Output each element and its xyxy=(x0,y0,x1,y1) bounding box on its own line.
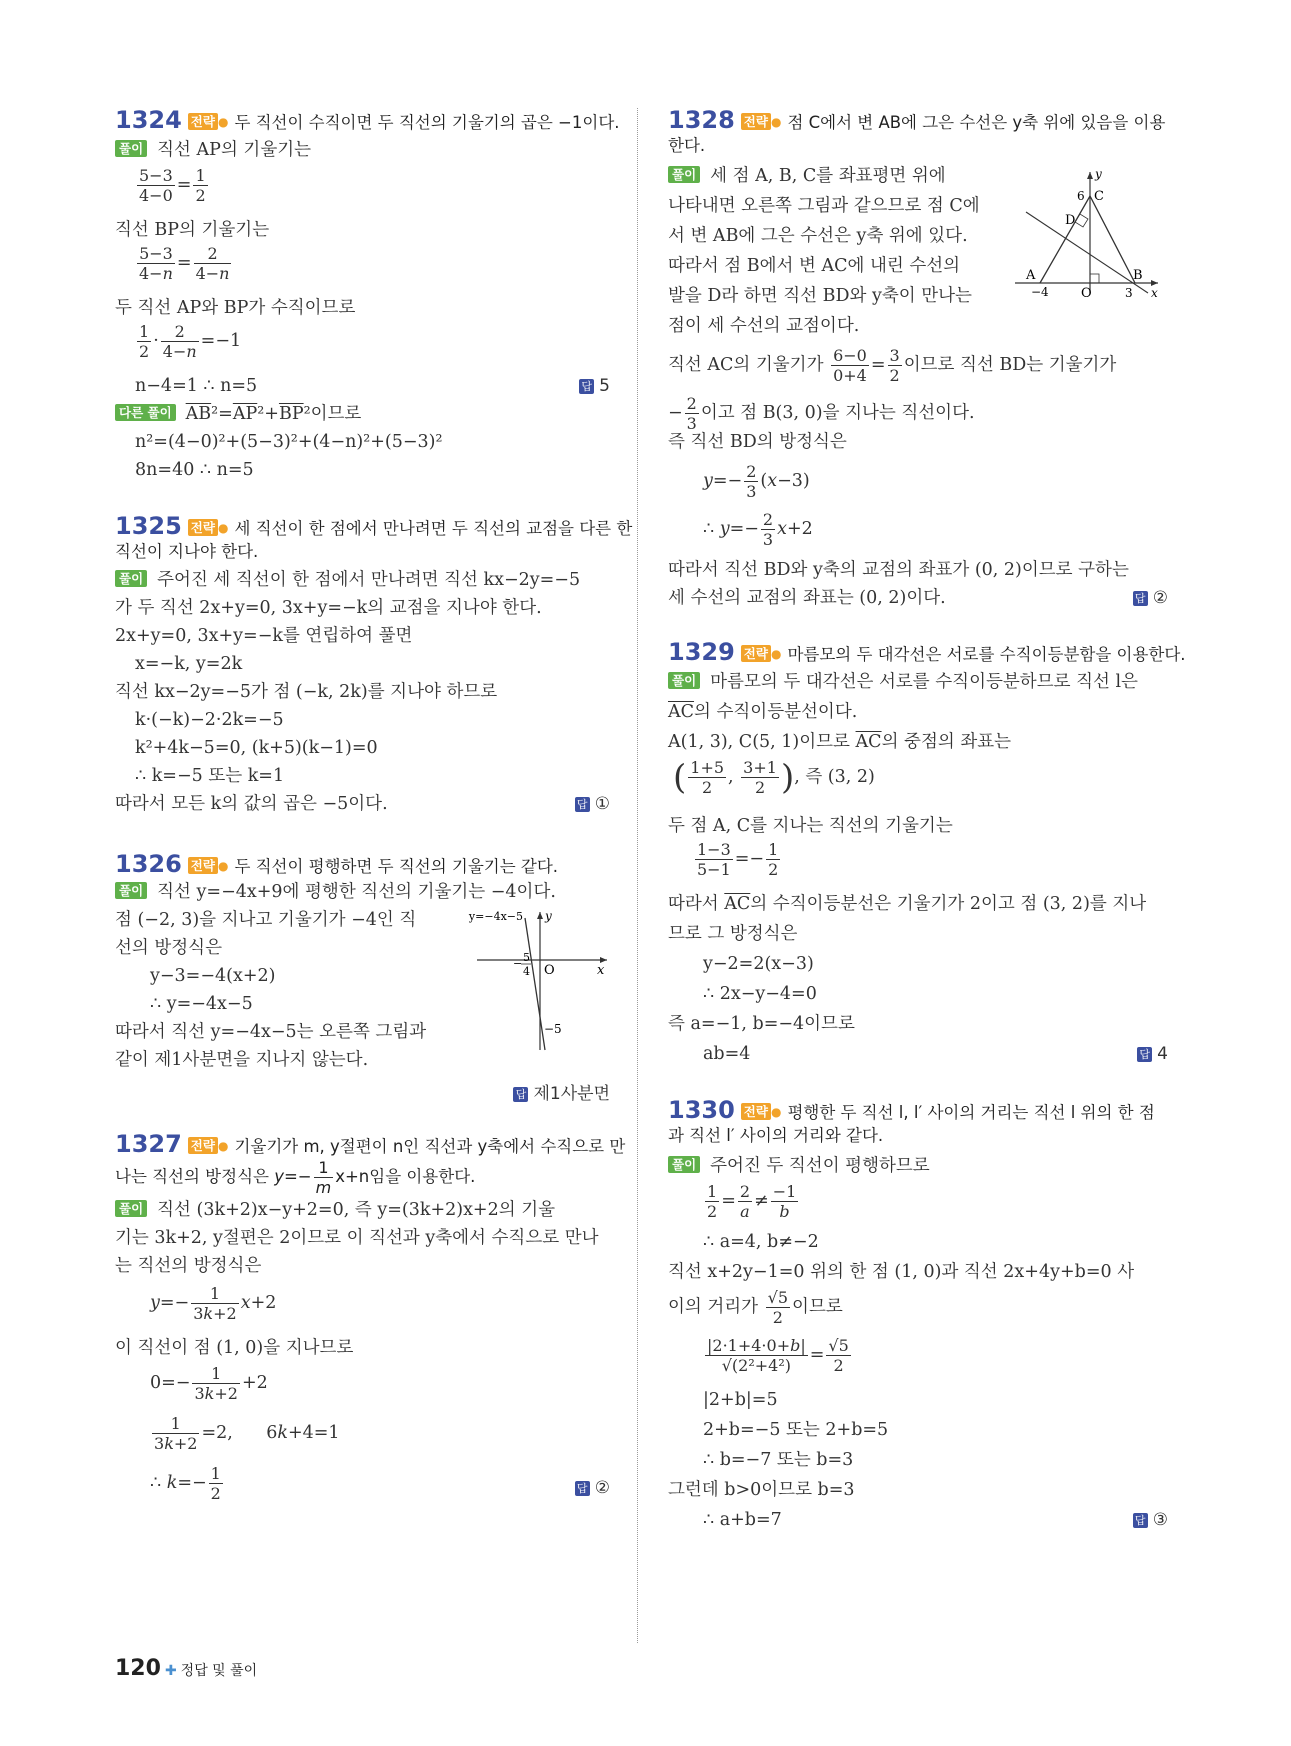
solution-line: 따라서 직선 y=−4x−5는 오른쪽 그림과 xyxy=(115,1022,427,1042)
solution-line: A(1, 3), C(5, 1)이므로 $\overline{AC}$의 중점의 좌표는 xyxy=(668,732,1012,752)
solution-line: 그런데 b>0이므로 b=3 xyxy=(668,1480,855,1500)
math-line: y=− $\frac{2}{3}$ (x−3) xyxy=(703,462,810,501)
svg-text:O: O xyxy=(1081,286,1092,301)
solution-line: 직선 AC의 기울기가 $\frac{6-0}{0+4}$ = $\frac{3}{2}$ 이므로 직선 BD는 기울기가 xyxy=(668,346,1117,385)
y-intercept-label: −5 xyxy=(544,1022,562,1036)
solution-line: 이의 거리가 $\frac{√5}{2}$ 이므로 xyxy=(668,1288,843,1327)
math-line: y=− $\frac{1}{3k+2}$ x+2 xyxy=(150,1284,277,1323)
page-number: 120 xyxy=(115,1656,161,1681)
strategy-text: 두 직선이 수직이면 두 직선의 기울기의 곱은 −1이다. xyxy=(234,113,620,132)
solution-line: 직선 x+2y−1=0 위의 한 점 (1, 0)과 직선 2x+4y+b=0 사 xyxy=(668,1262,1135,1282)
solution-label: 풀이 xyxy=(115,1200,147,1217)
strategy-text: 직선이 지나야 한다. xyxy=(115,542,259,561)
problem-1326-header: 1326 전략 ● 두 직선이 평행하면 두 직선의 기울기는 같다. xyxy=(115,850,559,878)
page-footer xyxy=(115,1656,257,1681)
alt-solution-line: 다른 풀이 $\overline{AB}^2=\overline{AP}^2+\overline{BP}^2$이므로 xyxy=(115,402,361,426)
problem-number: 1329 xyxy=(668,638,735,666)
problem-number: 1325 xyxy=(115,512,182,540)
graph-line xyxy=(525,918,545,1050)
plus-icon: ✚ xyxy=(164,1663,177,1679)
solution-line: 풀이 마름모의 두 대각선은 서로를 수직이등분하므로 직선 l은 xyxy=(668,670,1138,694)
math-line: ∴ k=−5 또는 k=1 xyxy=(135,766,285,786)
solution-label: 풀이 xyxy=(668,672,700,689)
strategy-tag: 전략 xyxy=(741,113,771,130)
solution-line: 같이 제1사분면을 지나지 않는다. xyxy=(115,1050,369,1070)
svg-text:D: D xyxy=(1065,213,1076,228)
strategy-text: 두 직선이 평행하면 두 직선의 기울기는 같다. xyxy=(234,857,559,876)
math-line: ∴ a=4, b≠−2 xyxy=(703,1232,819,1252)
math-line: ∴ a+b=7 xyxy=(703,1510,782,1530)
svg-text:6: 6 xyxy=(1077,189,1085,203)
solution-label: 풀이 xyxy=(115,882,147,899)
solution-line: 발을 D라 하면 직선 BD와 y축이 만나는 xyxy=(668,286,972,306)
solution-label: 풀이 xyxy=(668,166,700,183)
math-line: n−4=1 ∴ n=5 xyxy=(135,376,258,396)
solution-line: 두 직선 AP와 BP가 수직이므로 xyxy=(115,298,356,318)
origin-label: O xyxy=(544,963,555,978)
strategy-tag: 전략 xyxy=(188,1137,218,1154)
math-line: y−2=2(x−3) xyxy=(703,954,814,974)
solution-label: 풀이 xyxy=(115,570,147,587)
x-intercept-label: − xyxy=(513,957,523,970)
strategy-text: 기울기가 m, y절편이 n인 직선과 y축에서 수직으로 만 xyxy=(234,1137,626,1156)
solution-line: 따라서 점 B에서 변 AC에 내린 수선의 xyxy=(668,256,961,276)
answer: 답 ① xyxy=(575,792,610,816)
line-bd xyxy=(1026,212,1148,293)
problem-number: 1328 xyxy=(668,106,735,134)
problem-1329-header: 1329 전략 ● 마름모의 두 대각선은 서로를 수직이등분함을 이용한다. xyxy=(668,638,1186,666)
answer: 답 4 xyxy=(1137,1042,1168,1066)
strategy-text: 세 직선이 한 점에서 만나려면 두 직선의 교점을 다른 한 xyxy=(234,519,633,538)
answer: 답 ③ xyxy=(1133,1508,1168,1532)
math-line: $\frac{1}{2}$ = $\frac{2}{a}$ ≠ $\frac{-1}{b}$ xyxy=(707,1182,797,1221)
svg-text:−4: −4 xyxy=(1031,285,1049,299)
solution-line: 므로 그 방정식은 xyxy=(668,924,798,944)
answer: 답 ② xyxy=(575,1476,610,1500)
solution-line: − $\frac{2}{3}$ 이고 점 B(3, 0)을 지나는 직선이다. xyxy=(668,394,975,433)
solution-line: 직선 kx−2y=−5가 점 (−k, 2k)를 지나야 하므로 xyxy=(115,682,498,702)
math-line: $\frac{1}{3k+2}$ =2, 6k+4=1 xyxy=(154,1414,340,1453)
math-line: $\frac{1-3}{5-1}$ =− $\frac{1}{2}$ xyxy=(697,840,779,879)
math-line: $\frac{1}{2}$ · $\frac{2}{4-n}$ =−1 xyxy=(139,322,242,361)
solution-line: 기는 3k+2, y절편은 2이므로 이 직선과 y축에서 수직으로 만나 xyxy=(115,1228,599,1248)
strategy-text: 점 C에서 변 AB에 그은 수선은 y축 위에 있음을 이용 xyxy=(787,113,1166,132)
math-line: x=−k, y=2k xyxy=(135,654,243,674)
solution-line: 서 변 AB에 그은 수선은 y축 위에 있다. xyxy=(668,226,968,246)
solution-line: 가 두 직선 2x+y=0, 3x+y=−k의 교점을 지나야 한다. xyxy=(115,598,542,618)
math-line: 0=− $\frac{1}{3k+2}$ +2 xyxy=(150,1364,268,1403)
solution-line: 점이 세 수선의 교점이다. xyxy=(668,316,860,336)
x-axis-label: x xyxy=(597,963,605,978)
solution-label: 풀이 xyxy=(115,140,147,157)
answer: 답 ② xyxy=(1133,586,1168,610)
math-line: ∴ y=− $\frac{2}{3}$ x+2 xyxy=(703,510,813,549)
solution-line: 즉 직선 BD의 방정식은 xyxy=(668,432,847,452)
math-line: 8n=40 ∴ n=5 xyxy=(135,460,254,480)
solution-line: 따라서 $\overline{AC}$의 수직이등분선은 기울기가 2이고 점 (3, 2)를 지나 xyxy=(668,894,1147,914)
solution-line: 풀이 직선 y=−4x+9에 평행한 직선의 기울기는 −4이다. xyxy=(115,880,556,904)
math-line: ∴ y=−4x−5 xyxy=(150,994,253,1014)
solution-line: 따라서 모든 k의 값의 곱은 −5이다. xyxy=(115,794,388,814)
solution-line: 이 직선이 점 (1, 0)을 지나므로 xyxy=(115,1338,354,1358)
solution-line: 는 직선의 방정식은 xyxy=(115,1256,262,1276)
alt-solution-label: 다른 풀이 xyxy=(115,404,176,421)
line-graph-1326 xyxy=(468,908,610,1053)
strategy-tag: 전략 xyxy=(741,1103,771,1120)
math-line: k·(−k)−2·2k=−5 xyxy=(135,710,284,730)
strategy-tag: 전략 xyxy=(188,519,218,536)
problem-number: 1327 xyxy=(115,1130,182,1158)
strategy-text: 마름모의 두 대각선은 서로를 수직이등분함을 이용한다. xyxy=(787,645,1186,664)
solution-line: 직선 BP의 기울기는 xyxy=(115,220,270,240)
strategy-tag: 전략 xyxy=(188,857,218,874)
math-line: ∴ b=−7 또는 b=3 xyxy=(703,1450,854,1470)
problem-1327-header: 1327 전략 ● 기울기가 m, y절편이 n인 직선과 y축에서 수직으로 만 xyxy=(115,1130,626,1158)
math-line: $\frac{5-3}{4-n}$ = $\frac{2}{4-n}$ xyxy=(139,244,230,283)
solution-line: 풀이 직선 (3k+2)x−y+2=0, 즉 y=(3k+2)x+2의 기울 xyxy=(115,1198,555,1222)
math-line: y−3=−4(x+2) xyxy=(150,966,276,986)
strategy-text: 과 직선 l′ 사이의 거리와 같다. xyxy=(668,1126,884,1145)
solution-line: 세 수선의 교점의 좌표는 (0, 2)이다. xyxy=(668,588,946,608)
answer: 답 제1사분면 xyxy=(513,1082,610,1106)
problem-1330-header: 1330 전략 ● 평행한 두 직선 l, l′ 사이의 거리는 직선 l 위의 한 점 xyxy=(668,1096,1155,1124)
solution-line: 선의 방정식은 xyxy=(115,938,222,958)
math-line: k²+4k−5=0, (k+5)(k−1)=0 xyxy=(135,738,378,758)
strategy-text: 평행한 두 직선 l, l′ 사이의 거리는 직선 l 위의 한 점 xyxy=(787,1103,1155,1122)
solution-line: 풀이 주어진 두 직선이 평행하므로 xyxy=(668,1154,930,1178)
strategy-text: 한다. xyxy=(668,136,706,155)
triangle-graph-1328 xyxy=(1013,167,1163,301)
math-line: ∴ 2x−y−4=0 xyxy=(703,984,817,1004)
solution-line: 2x+y=0, 3x+y=−k를 연립하여 풀면 xyxy=(115,626,413,646)
math-line: 2+b=−5 또는 2+b=5 xyxy=(703,1420,889,1440)
math-line: ∴ k=− $\frac{1}{2}$ xyxy=(150,1464,221,1503)
math-line: ( $\frac{1+5}{2}$ , $\frac{3+1}{2}$ ), 즉 (3, 2) xyxy=(673,757,875,798)
svg-text:5: 5 xyxy=(523,951,530,964)
svg-text:C: C xyxy=(1094,189,1104,204)
problem-1328-header: 1328 전략 ● 점 C에서 변 AB에 그은 수선은 y축 위에 있음을 이용 xyxy=(668,106,1166,134)
math-line: $\frac{5-3}{4-0}$ = $\frac{1}{2}$ xyxy=(139,166,206,205)
problem-number: 1330 xyxy=(668,1096,735,1124)
y-axis-label: y xyxy=(545,909,552,923)
footer-label: 정답 및 풀이 xyxy=(180,1663,258,1679)
solution-line: $\overline{AC}$의 수직이등분선이다. xyxy=(668,702,858,722)
math-line: n²=(4−0)²+(5−3)²+(4−n)²+(5−3)² xyxy=(135,432,443,452)
solution-line: 풀이 직선 AP의 기울기는 xyxy=(115,138,311,162)
solution-line: 두 점 A, C를 지나는 직선의 기울기는 xyxy=(668,816,953,836)
solution-line: 즉 a=−1, b=−4이므로 xyxy=(668,1014,855,1034)
solution-line: 점 (−2, 3)을 지나고 기울기가 −4인 직 xyxy=(115,910,417,930)
math-line: |2+b|=5 xyxy=(703,1390,778,1410)
strategy-tag: 전략 xyxy=(741,645,771,662)
problem-1324-header: 1324 전략 ● 두 직선이 수직이면 두 직선의 기울기의 곱은 −1이다. xyxy=(115,106,620,134)
solution-line: 풀이 주어진 세 직선이 한 점에서 만나려면 직선 kx−2y=−5 xyxy=(115,568,580,592)
solution-line: 따라서 직선 BD와 y축의 교점의 좌표가 (0, 2)이므로 구하는 xyxy=(668,560,1129,580)
problem-1325-header: 1325 전략 ● 세 직선이 한 점에서 만나려면 두 직선의 교점을 다른 한 xyxy=(115,512,633,540)
strategy-text: 나는 직선의 방정식은 y=− $\frac{1}{m}$ x+n임을 이용한다. xyxy=(115,1158,476,1197)
svg-text:3: 3 xyxy=(1125,286,1133,300)
solution-line: 풀이 세 점 A, B, C를 좌표평면 위에 xyxy=(668,164,946,188)
strategy-tag: 전략 xyxy=(188,113,218,130)
problem-number: 1324 xyxy=(115,106,182,134)
problem-number: 1326 xyxy=(115,850,182,878)
math-line: $\frac{|2\cdot 1+4\cdot 0+b|}{\text{√(2²+4²)}}$ = $\frac{√5}{2}$ xyxy=(707,1336,849,1375)
solution-line: 나타내면 오른쪽 그림과 같으므로 점 C에 xyxy=(668,196,980,216)
column-divider xyxy=(637,108,638,1643)
solution-label: 풀이 xyxy=(668,1156,700,1173)
svg-text:x: x xyxy=(1151,286,1158,300)
svg-text:A: A xyxy=(1026,268,1036,283)
triangle-abc xyxy=(1040,196,1135,283)
answer: 답 5 xyxy=(579,374,610,398)
graph-equation-label: y=−4x−5 xyxy=(468,910,523,923)
svg-text:y: y xyxy=(1095,167,1102,181)
math-line: ab=4 xyxy=(703,1044,751,1064)
svg-text:B: B xyxy=(1133,268,1143,283)
svg-text:4: 4 xyxy=(523,965,530,978)
